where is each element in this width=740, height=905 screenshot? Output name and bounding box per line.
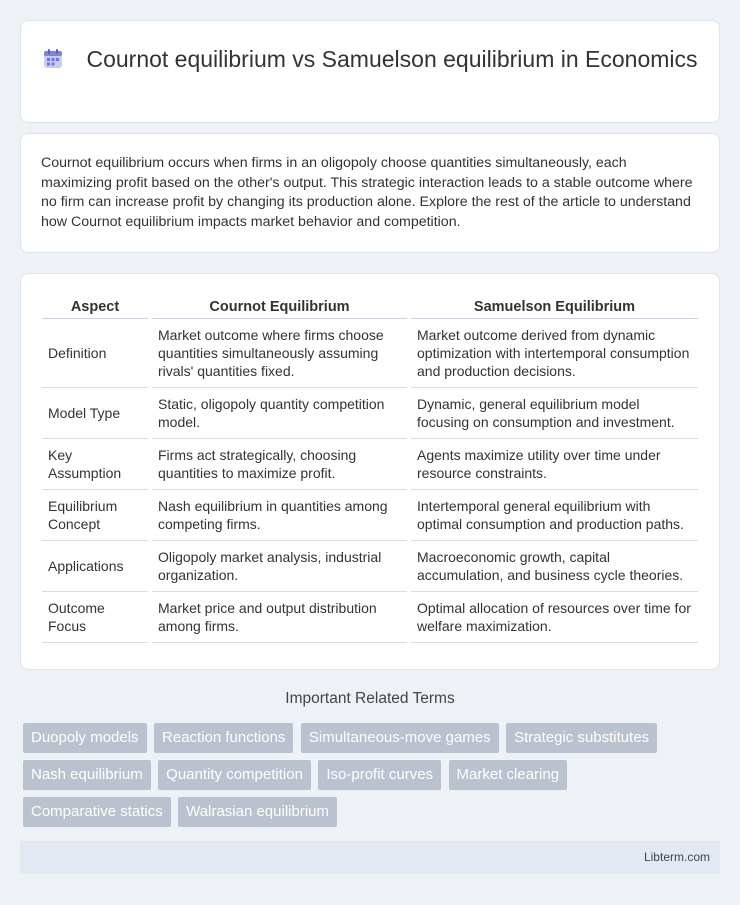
footer-brand-link[interactable]: Libterm.com: [643, 850, 710, 864]
related-terms-title: Important Related Terms: [285, 690, 455, 707]
header-aspect: Aspect: [42, 295, 148, 319]
cell-aspect: Model Type: [42, 388, 148, 439]
comparison-table: [42, 295, 698, 643]
cell-samuelson: Optimal allocation of resources over time for welfare maximization.: [411, 592, 698, 643]
related-term-tag[interactable]: Comparative statics: [23, 797, 171, 827]
related-term-tag[interactable]: Walrasian equilibrium: [178, 797, 337, 827]
cell-cournot: Static, oligopoly quantity competition model.: [152, 388, 407, 439]
related-term-tag[interactable]: Reaction functions: [154, 723, 293, 753]
comparison-table-card: [20, 273, 720, 670]
calendar-icon: [42, 48, 64, 70]
cell-samuelson: Macroeconomic growth, capital accumulation, and business cycle theories.: [411, 541, 698, 592]
header-cournot: Cournot Equilibrium: [152, 295, 407, 319]
related-term-tag[interactable]: Duopoly models: [23, 723, 147, 753]
cell-aspect: Equilibrium Concept: [42, 490, 148, 541]
page-title-wrap: [21, 45, 719, 74]
related-term-tag[interactable]: Strategic substitutes: [506, 723, 657, 753]
cell-aspect: Definition: [42, 319, 148, 388]
title-card: [20, 20, 720, 123]
cell-aspect: Outcome Focus: [42, 592, 148, 643]
intro-card: [20, 133, 720, 253]
related-term-tag[interactable]: Iso-profit curves: [318, 760, 441, 790]
table-row: [42, 541, 698, 592]
cell-aspect: Key Assumption: [42, 439, 148, 490]
header-samuelson: Samuelson Equilibrium: [411, 295, 698, 319]
cell-cournot: Oligopoly market analysis, industrial organization.: [152, 541, 407, 592]
table-row: [42, 490, 698, 541]
table-row: [42, 592, 698, 643]
related-terms-list: [23, 723, 713, 834]
page-title: Cournot equilibrium vs Samuelson equilibrium in Economics: [86, 46, 698, 72]
table-row: [42, 388, 698, 439]
cell-cournot: Firms act strategically, choosing quantities to maximize profit.: [152, 439, 407, 490]
cell-cournot: Market price and output distribution among firms.: [152, 592, 407, 643]
related-term-tag[interactable]: Market clearing: [449, 760, 568, 790]
cell-samuelson: Market outcome derived from dynamic optimization with intertemporal consumption and production decisions.: [411, 319, 698, 388]
table-row: [42, 319, 698, 388]
cell-cournot: Nash equilibrium in quantities among competing firms.: [152, 490, 407, 541]
cell-samuelson: Agents maximize utility over time under resource constraints.: [411, 439, 698, 490]
cell-samuelson: Intertemporal general equilibrium with optimal consumption and production paths.: [411, 490, 698, 541]
related-term-tag[interactable]: Nash equilibrium: [23, 760, 151, 790]
intro-text: Cournot equilibrium occurs when firms in an oligopoly choose quantities simultaneously, each maximizing profit based on the other's output. This strategic interaction leads to a stable outcome where no firm can increase profit by changing its production alone. Explore the rest of the article to understand how Cournot equilibrium impacts market behavior and competition.: [41, 155, 693, 230]
cell-cournot: Market outcome where firms choose quantities simultaneously assuming rivals' quantities fixed.: [152, 319, 407, 388]
related-term-tag[interactable]: Simultaneous-move games: [301, 723, 499, 753]
cell-samuelson: Dynamic, general equilibrium model focusing on consumption and investment.: [411, 388, 698, 439]
footer: [20, 841, 720, 874]
related-term-tag[interactable]: Quantity competition: [158, 760, 311, 790]
table-header-row: [42, 295, 698, 319]
cell-aspect: Applications: [42, 541, 148, 592]
table-row: [42, 439, 698, 490]
